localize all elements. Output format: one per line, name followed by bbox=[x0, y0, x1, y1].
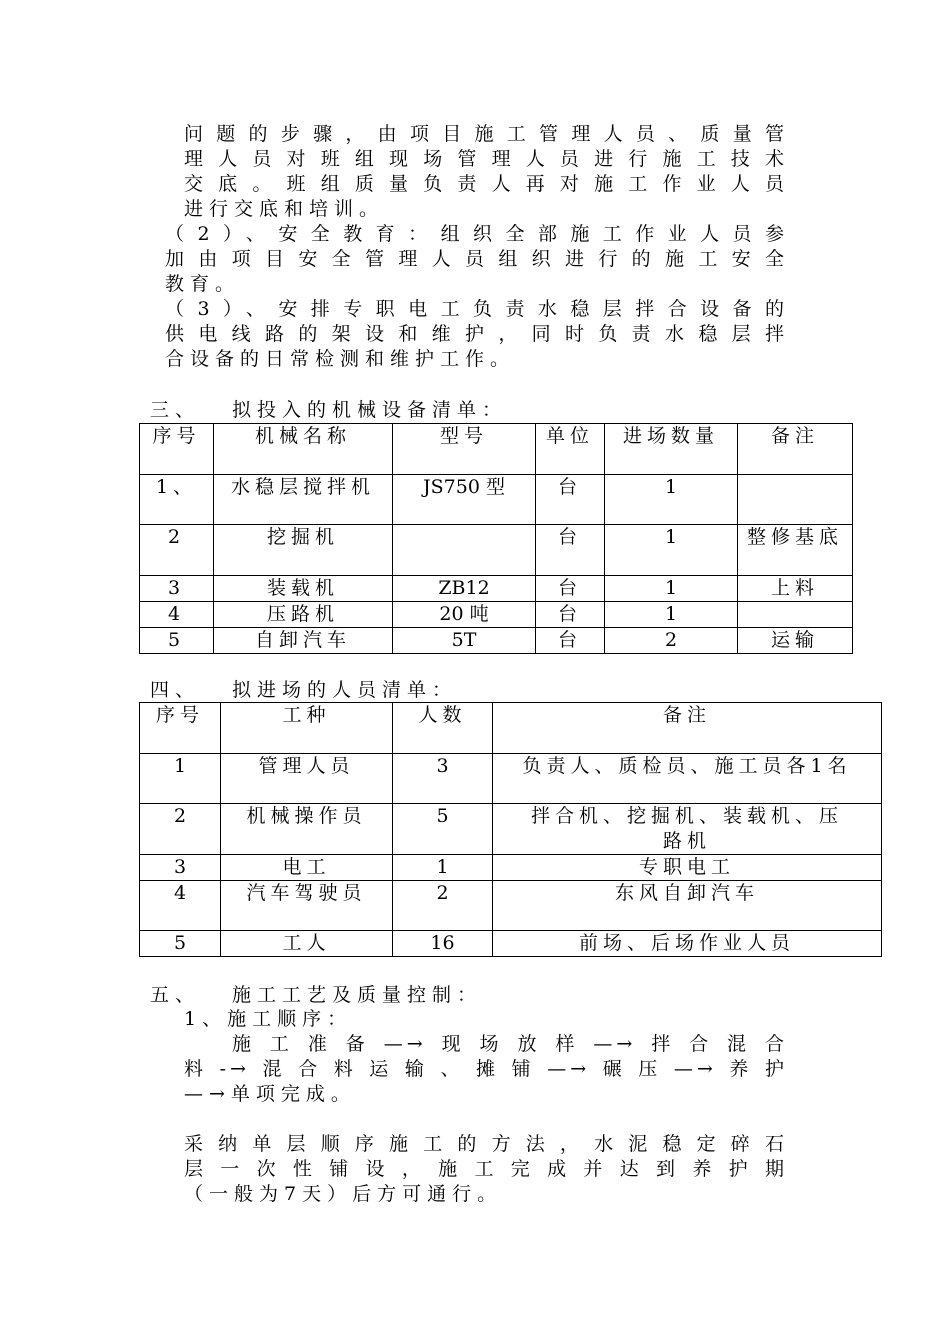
table-row bbox=[140, 525, 853, 576]
cell-job-type: 管理人员 bbox=[221, 754, 393, 804]
cell-headcount: 2 bbox=[393, 881, 493, 931]
cell-remarks: 专职电工 bbox=[493, 855, 882, 881]
cell-index: 1、 bbox=[140, 475, 214, 525]
section3-title: 三、 拟投入的机械设备清单： bbox=[150, 399, 508, 421]
machine-table-header bbox=[140, 424, 853, 475]
cell-remarks: 前场、后场作业人员 bbox=[493, 931, 882, 957]
cell-index: 4 bbox=[140, 602, 214, 628]
cell-job-type: 机械操作员 bbox=[221, 804, 393, 855]
header-headcount: 人数 bbox=[393, 703, 493, 754]
header-index: 序号 bbox=[140, 424, 214, 475]
table-row bbox=[140, 628, 853, 654]
sequence-line-3: —→单项完成。 bbox=[184, 1083, 356, 1105]
cell-remarks: 运输 bbox=[738, 628, 853, 654]
header-model: 型号 bbox=[393, 424, 536, 475]
cell-remarks bbox=[738, 475, 853, 525]
cell-quantity: 1 bbox=[605, 602, 738, 628]
method-line-1: 采纳单层顺序施工的方法，水泥稳定碎石 bbox=[184, 1133, 788, 1155]
cell-machine-name: 压路机 bbox=[214, 602, 393, 628]
cell-model: 5T bbox=[393, 628, 536, 654]
cell-job-type: 工人 bbox=[221, 931, 393, 957]
cell-index: 2 bbox=[140, 804, 221, 855]
section5-title: 五、 施工工艺及质量控制： bbox=[150, 984, 483, 1006]
cell-machine-name: 挖掘机 bbox=[214, 525, 393, 576]
para1-line-4: 进行交底和培训。 bbox=[184, 198, 385, 220]
cell-quantity: 1 bbox=[605, 525, 738, 576]
table-row bbox=[140, 931, 882, 957]
cell-remarks: 拌合机、挖掘机、装载机、压路机 bbox=[493, 804, 882, 855]
header-unit: 单位 bbox=[536, 424, 605, 475]
para2-line-1: （2）、安全教育：组织全部施工作业人员参 bbox=[165, 223, 788, 245]
cell-index: 4 bbox=[140, 881, 221, 931]
cell-index: 3 bbox=[140, 855, 221, 881]
cell-headcount: 16 bbox=[393, 931, 493, 957]
para3-line-3: 合设备的日常检测和维护工作。 bbox=[165, 348, 516, 370]
cell-index: 3 bbox=[140, 576, 214, 602]
cell-machine-name: 装载机 bbox=[214, 576, 393, 602]
method-line-3: （一般为7天）后方可通行。 bbox=[184, 1183, 503, 1205]
cell-model: 20 吨 bbox=[393, 602, 536, 628]
cell-unit: 台 bbox=[536, 525, 605, 576]
sub1-title: 1、施工顺序： bbox=[184, 1008, 353, 1030]
table-row bbox=[140, 475, 853, 525]
cell-machine-name: 自卸汽车 bbox=[214, 628, 393, 654]
cell-job-type: 汽车驾驶员 bbox=[221, 881, 393, 931]
staff-table bbox=[139, 702, 882, 957]
para2-line-2: 加由项目安全管理人员组织进行的施工安全 bbox=[165, 248, 788, 270]
cell-quantity: 2 bbox=[605, 628, 738, 654]
cell-headcount: 3 bbox=[393, 754, 493, 804]
cell-job-type: 电工 bbox=[221, 855, 393, 881]
header-index: 序号 bbox=[140, 703, 221, 754]
table-row bbox=[140, 804, 882, 855]
cell-unit: 台 bbox=[536, 628, 605, 654]
cell-quantity: 1 bbox=[605, 475, 738, 525]
header-quantity: 进场数量 bbox=[605, 424, 738, 475]
cell-remarks: 上料 bbox=[738, 576, 853, 602]
cell-machine-name: 水稳层搅拌机 bbox=[214, 475, 393, 525]
cell-remarks: 整修基底 bbox=[738, 525, 853, 576]
header-machine-name: 机械名称 bbox=[214, 424, 393, 475]
para2-line-3: 教育。 bbox=[165, 273, 241, 295]
cell-model: JS750 型 bbox=[393, 475, 536, 525]
para3-line-2: 供电线路的架设和维护，同时负责水稳层拌 bbox=[165, 323, 788, 345]
para3-line-1: （3）、安排专职电工负责水稳层拌合设备的 bbox=[165, 298, 788, 320]
cell-remarks bbox=[738, 602, 853, 628]
para1-line-3: 交底。班组质量负责人再对施工作业人员 bbox=[184, 173, 788, 195]
header-remarks: 备注 bbox=[738, 424, 853, 475]
table-row bbox=[140, 881, 882, 931]
cell-remarks: 负责人、质检员、施工员各1名 bbox=[493, 754, 882, 804]
table-row bbox=[140, 754, 882, 804]
header-remarks: 备注 bbox=[493, 703, 882, 754]
table-row bbox=[140, 855, 882, 881]
cell-index: 1 bbox=[140, 754, 221, 804]
cell-quantity: 1 bbox=[605, 576, 738, 602]
staff-table-header bbox=[140, 703, 882, 754]
para1-line-1: 问题的步骤，由项目施工管理人员、质量管 bbox=[184, 123, 788, 145]
method-line-2: 层一次性铺设，施工完成并达到养护期 bbox=[184, 1158, 788, 1180]
cell-unit: 台 bbox=[536, 475, 605, 525]
table-row bbox=[140, 576, 853, 602]
table-row bbox=[140, 602, 853, 628]
cell-unit: 台 bbox=[536, 576, 605, 602]
para1-line-2: 理人员对班组现场管理人员进行施工技术 bbox=[184, 148, 788, 170]
cell-index: 2 bbox=[140, 525, 214, 576]
cell-model: ZB12 bbox=[393, 576, 536, 602]
header-job-type: 工种 bbox=[221, 703, 393, 754]
cell-unit: 台 bbox=[536, 602, 605, 628]
cell-index: 5 bbox=[140, 628, 214, 654]
sequence-line-2: 料-→混合料运输、摊铺—→碾压—→养护 bbox=[184, 1058, 788, 1080]
cell-model bbox=[393, 525, 536, 576]
cell-remarks: 东风自卸汽车 bbox=[493, 881, 882, 931]
cell-index: 5 bbox=[140, 931, 221, 957]
machine-table bbox=[139, 423, 853, 654]
sequence-line-1: 施工准备—→现场放样—→拌合混合 bbox=[232, 1033, 788, 1055]
section4-title: 四、 拟进场的人员清单： bbox=[150, 679, 458, 701]
cell-headcount: 5 bbox=[393, 804, 493, 855]
cell-headcount: 1 bbox=[393, 855, 493, 881]
